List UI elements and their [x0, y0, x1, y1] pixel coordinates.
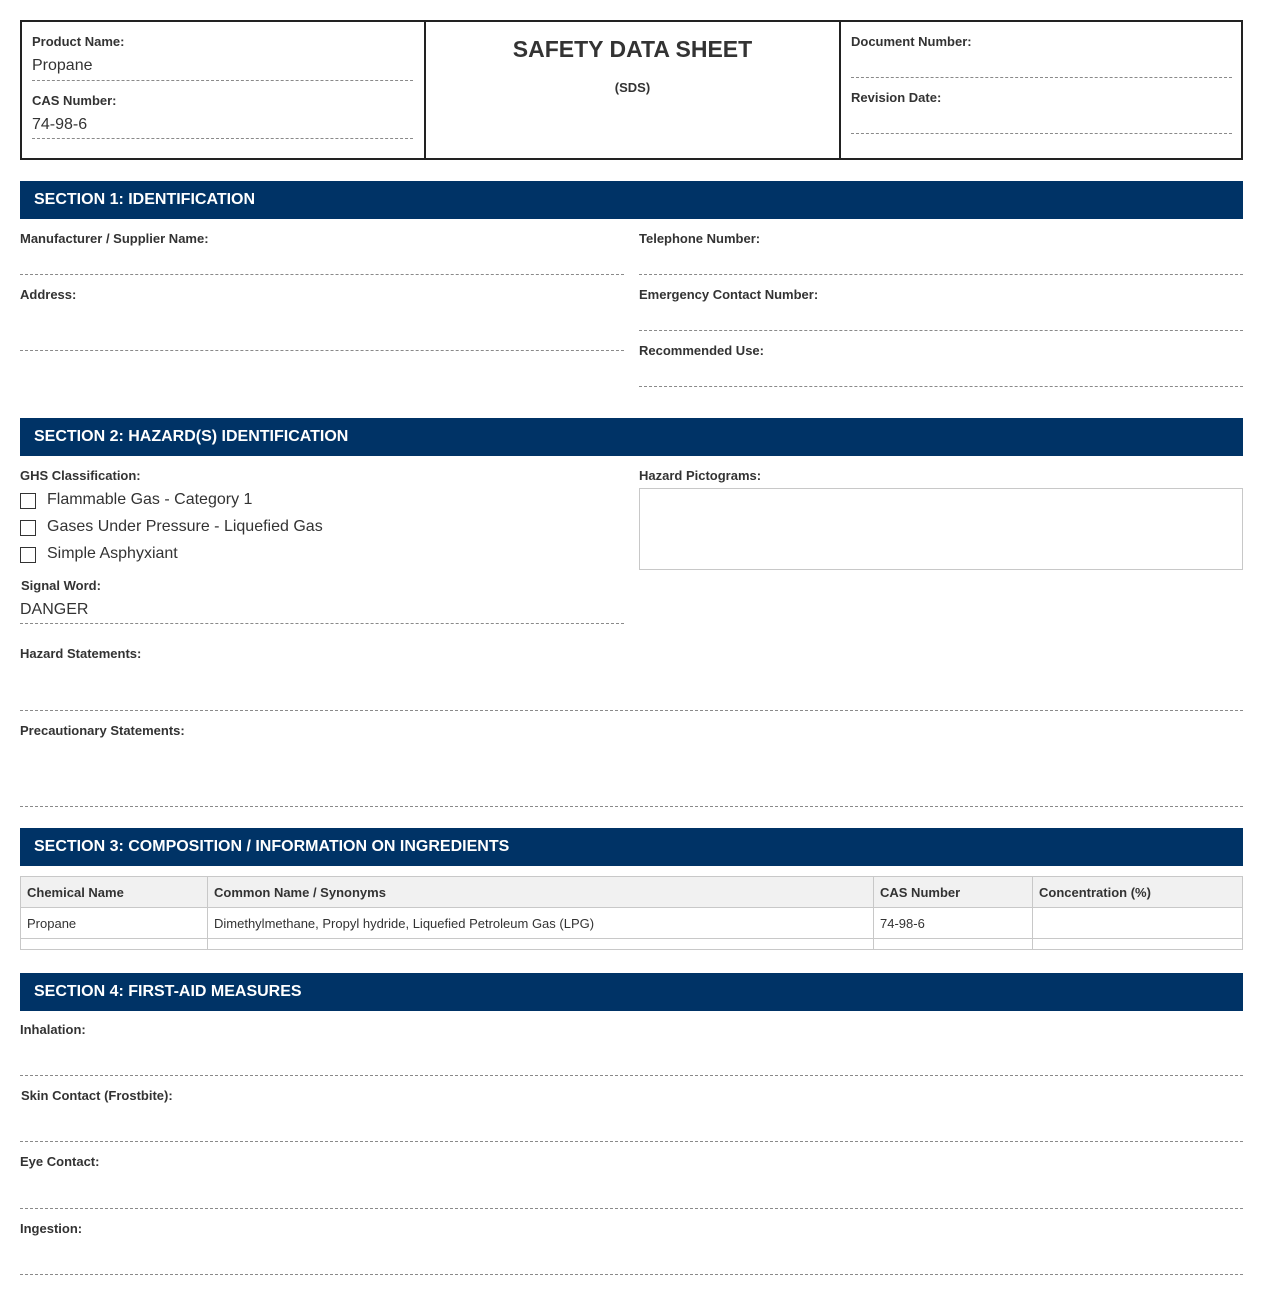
table-row-empty	[21, 939, 1243, 950]
product-name-label: Product Name:	[32, 34, 125, 49]
precautionary-statements-label: Precautionary Statements:	[20, 723, 185, 738]
product-info-cell	[22, 22, 426, 158]
section-2-header: SECTION 2: HAZARD(S) IDENTIFICATION	[20, 418, 1243, 456]
column-header: CAS Number	[874, 877, 1033, 908]
table-cell[interactable]	[208, 939, 874, 950]
telephone-field[interactable]	[639, 274, 1243, 275]
ghs-item-label: Gases Under Pressure - Liquefied Gas	[47, 518, 323, 535]
document-meta-cell	[841, 22, 1241, 158]
column-header: Chemical Name	[21, 877, 208, 908]
cas-number-field[interactable]: 74-98-6	[32, 116, 88, 133]
column-header: Concentration (%)	[1033, 877, 1243, 908]
revision-date-label: Revision Date:	[851, 90, 942, 105]
ghs-classification-label: GHS Classification:	[20, 468, 141, 483]
document-subtitle: (SDS)	[614, 80, 651, 95]
title-cell	[426, 22, 841, 158]
hazard-statements-field[interactable]	[20, 710, 1243, 711]
ghs-item-label: Flammable Gas - Category 1	[47, 491, 253, 508]
table-cell[interactable]: Propane	[21, 908, 208, 939]
cas-number-underline	[32, 138, 413, 139]
ingestion-label: Ingestion:	[20, 1221, 83, 1236]
address-label: Address:	[20, 287, 77, 302]
document-number-label: Document Number:	[851, 34, 972, 49]
telephone-label: Telephone Number:	[639, 231, 761, 246]
table-cell[interactable]: 74-98-6	[874, 908, 1033, 939]
address-field[interactable]	[20, 350, 624, 351]
inhalation-label: Inhalation:	[20, 1022, 86, 1037]
product-name-field[interactable]: Propane	[32, 57, 93, 74]
ghs-checkbox-asphyxiant[interactable]	[20, 547, 36, 563]
manufacturer-field[interactable]	[20, 274, 624, 275]
section-1-header: SECTION 1: IDENTIFICATION	[20, 181, 1243, 219]
signal-word-label: Signal Word:	[21, 578, 101, 593]
table-cell[interactable]: Dimethylmethane, Propyl hydride, Liquefied Petroleum Gas (LPG)	[208, 908, 874, 939]
ingestion-field[interactable]	[20, 1274, 1243, 1275]
cas-number-label: CAS Number:	[32, 93, 117, 108]
revision-date-field[interactable]	[851, 133, 1232, 134]
table-cell[interactable]	[874, 939, 1033, 950]
document-header	[20, 20, 1243, 160]
section-4-header: SECTION 4: FIRST-AID MEASURES	[20, 973, 1243, 1011]
composition-table	[20, 876, 1243, 950]
manufacturer-label: Manufacturer / Supplier Name:	[20, 231, 209, 246]
table-cell[interactable]	[21, 939, 208, 950]
hazard-pictograms-box[interactable]	[639, 488, 1243, 570]
document-number-field[interactable]	[851, 77, 1232, 78]
signal-word-underline	[20, 623, 624, 624]
document-title: SAFETY DATA SHEET	[512, 36, 753, 62]
signal-word-field[interactable]: DANGER	[20, 601, 89, 618]
emergency-contact-field[interactable]	[639, 330, 1243, 331]
hazard-pictograms-label: Hazard Pictograms:	[639, 468, 762, 483]
skin-contact-label: Skin Contact (Frostbite):	[21, 1088, 173, 1103]
section-3-header: SECTION 3: COMPOSITION / INFORMATION ON INGREDIENTS	[20, 828, 1243, 866]
hazard-statements-label: Hazard Statements:	[20, 646, 142, 661]
recommended-use-field[interactable]	[639, 386, 1243, 387]
recommended-use-label: Recommended Use:	[639, 343, 764, 358]
precautionary-statements-field[interactable]	[20, 806, 1243, 807]
table-cell[interactable]	[1033, 908, 1243, 939]
skin-contact-field[interactable]	[20, 1141, 1243, 1142]
product-name-underline	[32, 80, 413, 81]
ghs-checkbox-pressure[interactable]	[20, 520, 36, 536]
inhalation-field[interactable]	[20, 1075, 1243, 1076]
column-header: Common Name / Synonyms	[208, 877, 874, 908]
ghs-checkbox-flammable[interactable]	[20, 493, 36, 509]
eye-contact-label: Eye Contact:	[20, 1154, 100, 1169]
eye-contact-field[interactable]	[20, 1208, 1243, 1209]
emergency-contact-label: Emergency Contact Number:	[639, 287, 819, 302]
table-cell[interactable]	[1033, 939, 1243, 950]
ghs-item-label: Simple Asphyxiant	[47, 545, 178, 562]
table-header-row	[21, 877, 1243, 908]
table-row	[21, 908, 1243, 939]
